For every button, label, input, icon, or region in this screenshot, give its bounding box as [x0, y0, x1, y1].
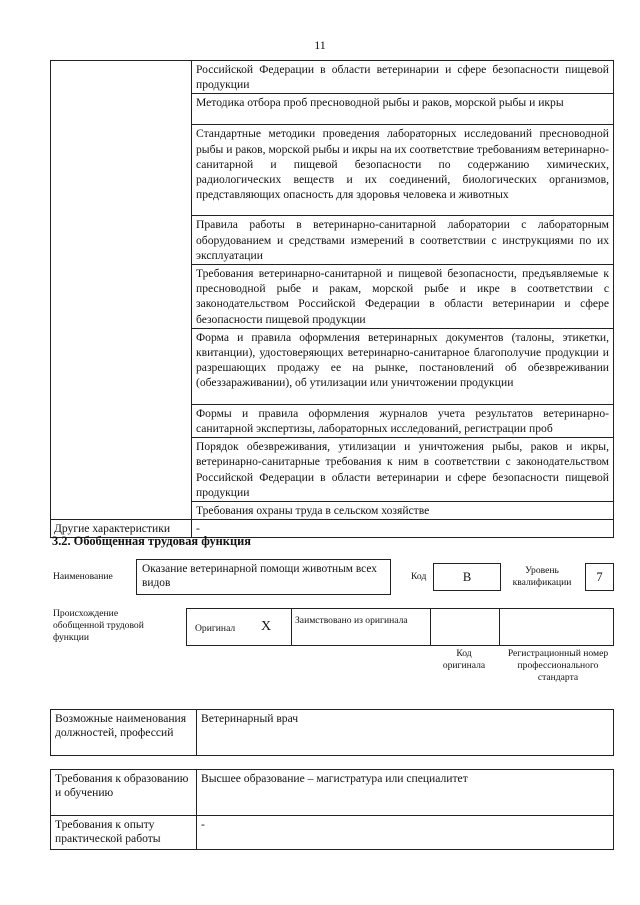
knowledge-item: Требования охраны труда в сельском хозяйстве: [192, 502, 614, 520]
level-label-line2: квалификации: [512, 577, 572, 588]
page-number: 11: [314, 38, 326, 52]
knowledge-label-cell: [51, 61, 192, 520]
origin-label: Происхождение обобщенной трудовой функции: [53, 608, 144, 643]
original-mark: X: [261, 619, 272, 634]
level-label-line1: Уровень: [525, 565, 559, 576]
other-characteristics-label: Другие характеристики: [51, 520, 192, 538]
level-value-box: [585, 563, 614, 591]
code-original-caption: [430, 648, 498, 672]
positions-label: Возможные наименования должностей, профессий: [51, 710, 197, 756]
origin-box: [186, 608, 614, 646]
requirements-table: [50, 769, 614, 850]
borrowed-label: Заимствовано из оригинала: [295, 615, 408, 626]
education-label: Требования к образованию и обучению: [51, 770, 197, 816]
original-label: Оригинал: [195, 623, 236, 634]
knowledge-item: Форма и правила оформления ветеринарных документов (талоны, этикетки, квитанции), удостоверяющих ветеринарно-санитарное благополучие продукции и разрешающих продажу ее на рынке, постановлений об обезвреживании (обеззараживании), об утилизации или уничтожении продукции: [192, 328, 614, 404]
positions-table: [50, 709, 614, 756]
level-value: 7: [596, 570, 603, 584]
qualification-level-label: [507, 565, 577, 589]
knowledge-item: Стандартные методики проведения лабораторных исследований пресноводной рыбы и раков, морской рыбы и икры на их соответствие требованиям ветеринарно-санитарной и пищевой безопасности по содержанию химических, радиологических веществ и их соединений, биологических организмов, представляющих опасность для здоровья человека и животных: [192, 125, 614, 216]
table-row: [51, 61, 614, 94]
divider: [499, 609, 500, 645]
experience-label: Требования к опыту практической работы: [51, 816, 197, 850]
divider: [430, 609, 431, 645]
registration-caption: Регистрационный номер профессионального стандарта: [507, 648, 609, 683]
table-row: [51, 816, 614, 850]
experience-value: -: [197, 816, 614, 850]
code-value: B: [462, 570, 472, 584]
function-name-value: Оказание ветеринарной помощи животным всех видов: [142, 563, 377, 589]
knowledge-item: Требования ветеринарно-санитарной и пищевой безопасности, предъявляемые к пресноводной рыбе и ракам, морской рыбе и икре в соответствии с законодательством Российской Федерации в области ветеринарии и сфере безопасности пищевой продукции: [192, 265, 614, 329]
knowledge-item: Порядок обезвреживания, утилизации и уничтожения рыбы, раков и икры, ветеринарно-санитарные требования к ним в соответствии с законодательством Российской Федерации в области ветеринарии и сфере безопасности пищевой продукции: [192, 438, 614, 502]
function-name-box: [136, 559, 391, 595]
other-characteristics-value: -: [192, 520, 614, 538]
knowledge-item: Российской Федерации в области ветеринарии и сфере безопасности пищевой продукции: [192, 61, 614, 94]
knowledge-item: Методика отбора проб пресноводной рыбы и раков, морской рыбы и икры: [192, 94, 614, 125]
code-value-box: [433, 563, 501, 591]
divider: [291, 609, 292, 645]
name-label: Наименование: [53, 571, 113, 582]
code-caption-line2: оригинала: [442, 660, 486, 671]
knowledge-item: Правила работы в ветеринарно-санитарной лаборатории с лабораторным оборудованием и средствами измерений в соответствии с инструкциями по их эксплуатации: [192, 216, 614, 265]
section-title: 3.2. Обобщенная трудовая функция: [52, 534, 251, 548]
knowledge-item: Формы и правила оформления журналов учета результатов ветеринарно-санитарной экспертизы, лабораторных исследований, регистрации проб: [192, 404, 614, 437]
table-row: [51, 770, 614, 816]
education-value: Высшее образование – магистратура или специалитет: [197, 770, 614, 816]
code-label: Код: [411, 571, 427, 582]
knowledge-table: [50, 60, 614, 538]
code-caption-line1: Код: [456, 648, 472, 659]
table-row: [51, 710, 614, 756]
positions-value: Ветеринарный врач: [197, 710, 614, 756]
